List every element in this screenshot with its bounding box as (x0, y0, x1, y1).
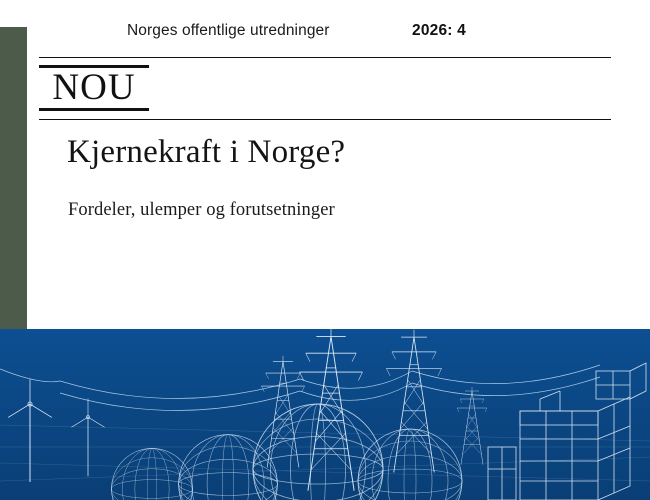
masthead (39, 57, 611, 120)
right-margin (611, 27, 650, 329)
nou-logo-text: NOU (52, 66, 136, 108)
page-title: Kjernekraft i Norge? (67, 134, 346, 170)
nou-logo-box (39, 65, 149, 111)
series-number: 2026: 4 (412, 22, 466, 39)
left-green-band (0, 27, 27, 329)
series-subtitle: Norges offentlige utredninger (127, 22, 330, 39)
page-subtitle: Fordeler, ulemper og forutsetninger (68, 200, 335, 220)
cover-illustration (0, 329, 650, 500)
